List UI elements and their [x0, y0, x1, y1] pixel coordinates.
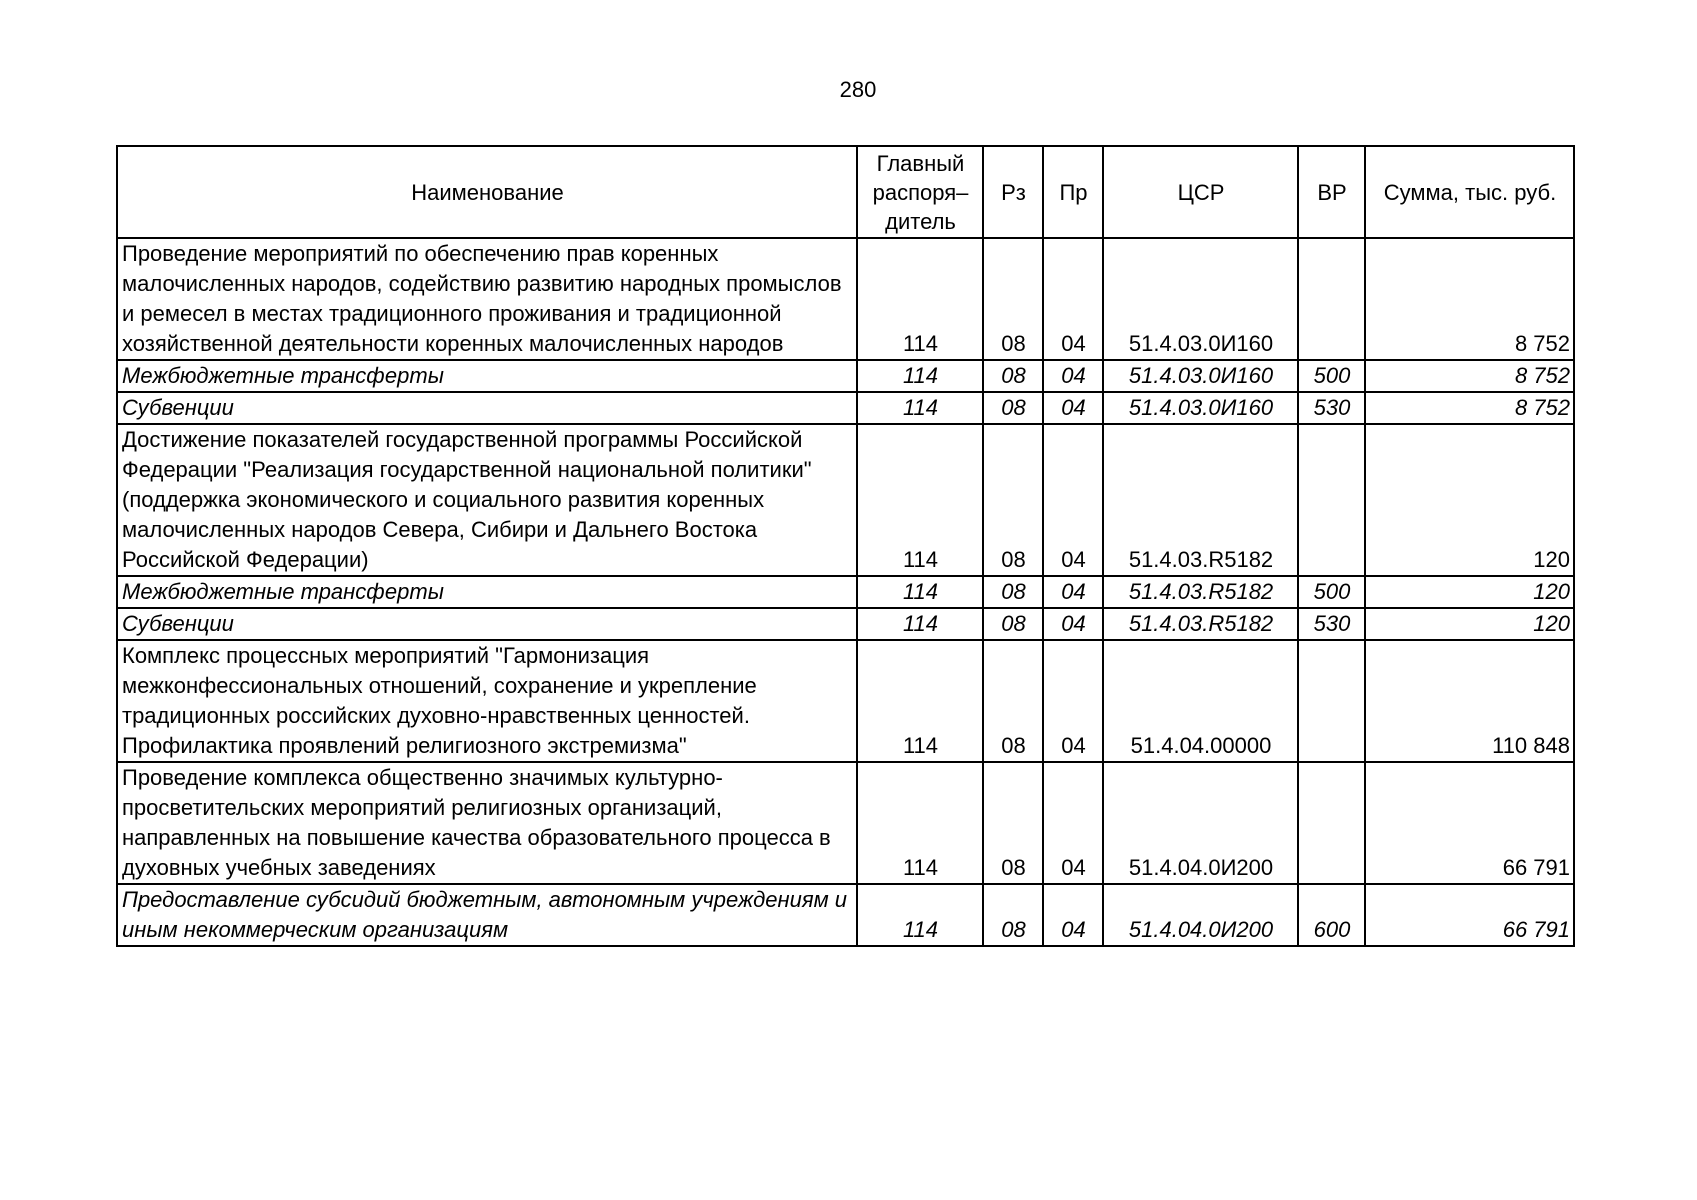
cell-expense-type	[1298, 762, 1365, 884]
cell-subsection: 04	[1043, 884, 1103, 946]
page-number: 280	[839, 77, 877, 102]
cell-expense-type: 500	[1298, 360, 1365, 392]
table-row	[117, 640, 1574, 762]
cell-expense-type	[1298, 424, 1365, 576]
cell-name: Межбюджетные трансферты	[117, 576, 857, 608]
cell-section: 08	[983, 762, 1043, 884]
cell-expense-type: 530	[1298, 392, 1365, 424]
cell-subsection: 04	[1043, 360, 1103, 392]
cell-expense-type	[1298, 238, 1365, 360]
cell-target-article: 51.4.03.R5182	[1103, 608, 1298, 640]
header-expense-type: ВР	[1298, 146, 1365, 238]
cell-sum: 8 752	[1365, 360, 1574, 392]
cell-target-article: 51.4.03.R5182	[1103, 424, 1298, 576]
cell-chief-manager: 114	[857, 762, 983, 884]
cell-target-article: 51.4.03.0И160	[1103, 238, 1298, 360]
cell-sum: 66 791	[1365, 762, 1574, 884]
cell-subsection: 04	[1043, 762, 1103, 884]
table-header-row	[117, 146, 1574, 238]
cell-chief-manager: 114	[857, 608, 983, 640]
cell-section: 08	[983, 238, 1043, 360]
header-chief-manager: Главный распоря– дитель	[857, 146, 983, 238]
cell-name: Проведение комплекса общественно значимых культурно-просветительских мероприятий религиозных организаций, направленных на повышение качества образовательного процесса в духовных учебных заведениях	[117, 762, 857, 884]
cell-sum: 110 848	[1365, 640, 1574, 762]
cell-subsection: 04	[1043, 576, 1103, 608]
cell-chief-manager: 114	[857, 392, 983, 424]
table-row	[117, 762, 1574, 884]
table-row	[117, 360, 1574, 392]
cell-expense-type: 600	[1298, 884, 1365, 946]
cell-subsection: 04	[1043, 392, 1103, 424]
cell-chief-manager: 114	[857, 576, 983, 608]
table-row	[117, 608, 1574, 640]
cell-chief-manager: 114	[857, 360, 983, 392]
cell-name: Субвенции	[117, 392, 857, 424]
budget-table	[116, 145, 1575, 947]
cell-name: Комплекс процессных мероприятий "Гармонизация межконфессиональных отношений, сохранение и укрепление традиционных российских духовно-нравственных ценностей. Профилактика проявлений религиозного экстремизма"	[117, 640, 857, 762]
cell-chief-manager: 114	[857, 884, 983, 946]
table-row	[117, 392, 1574, 424]
cell-target-article: 51.4.04.0И200	[1103, 762, 1298, 884]
table-row	[117, 576, 1574, 608]
cell-name: Субвенции	[117, 608, 857, 640]
table-row	[117, 424, 1574, 576]
cell-target-article: 51.4.04.00000	[1103, 640, 1298, 762]
table-row	[117, 884, 1574, 946]
cell-sum: 66 791	[1365, 884, 1574, 946]
cell-sum: 120	[1365, 576, 1574, 608]
header-subsection: Пр	[1043, 146, 1103, 238]
table-row	[117, 238, 1574, 360]
cell-expense-type: 500	[1298, 576, 1365, 608]
cell-expense-type: 530	[1298, 608, 1365, 640]
cell-name: Межбюджетные трансферты	[117, 360, 857, 392]
cell-section: 08	[983, 392, 1043, 424]
cell-section: 08	[983, 640, 1043, 762]
cell-sum: 8 752	[1365, 392, 1574, 424]
cell-section: 08	[983, 608, 1043, 640]
cell-target-article: 51.4.03.0И160	[1103, 360, 1298, 392]
cell-name: Достижение показателей государственной программы Российской Федерации "Реализация государственной национальной политики" (поддержка экономического и социального развития коренных малочисленных народов Севера, Сибири и Дальнего Востока Российской Федерации)	[117, 424, 857, 576]
header-section: Рз	[983, 146, 1043, 238]
cell-subsection: 04	[1043, 608, 1103, 640]
header-sum: Сумма, тыс. руб.	[1365, 146, 1574, 238]
header-name: Наименование	[117, 146, 857, 238]
cell-chief-manager: 114	[857, 424, 983, 576]
cell-sum: 120	[1365, 608, 1574, 640]
cell-subsection: 04	[1043, 424, 1103, 576]
cell-name: Проведение мероприятий по обеспечению прав коренных малочисленных народов, содействию развитию народных промыслов и ремесел в местах традиционного проживания и традиционной хозяйственной деятельности коренных малочисленных народов	[117, 238, 857, 360]
header-target-article: ЦСР	[1103, 146, 1298, 238]
cell-section: 08	[983, 884, 1043, 946]
cell-chief-manager: 114	[857, 640, 983, 762]
cell-subsection: 04	[1043, 640, 1103, 762]
cell-sum: 8 752	[1365, 238, 1574, 360]
cell-target-article: 51.4.03.R5182	[1103, 576, 1298, 608]
cell-section: 08	[983, 424, 1043, 576]
cell-section: 08	[983, 360, 1043, 392]
cell-target-article: 51.4.03.0И160	[1103, 392, 1298, 424]
cell-chief-manager: 114	[857, 238, 983, 360]
cell-name: Предоставление субсидий бюджетным, автономным учреждениям и иным некоммерческим организациям	[117, 884, 857, 946]
cell-subsection: 04	[1043, 238, 1103, 360]
cell-sum: 120	[1365, 424, 1574, 576]
cell-target-article: 51.4.04.0И200	[1103, 884, 1298, 946]
cell-section: 08	[983, 576, 1043, 608]
table-body	[117, 238, 1574, 946]
cell-expense-type	[1298, 640, 1365, 762]
